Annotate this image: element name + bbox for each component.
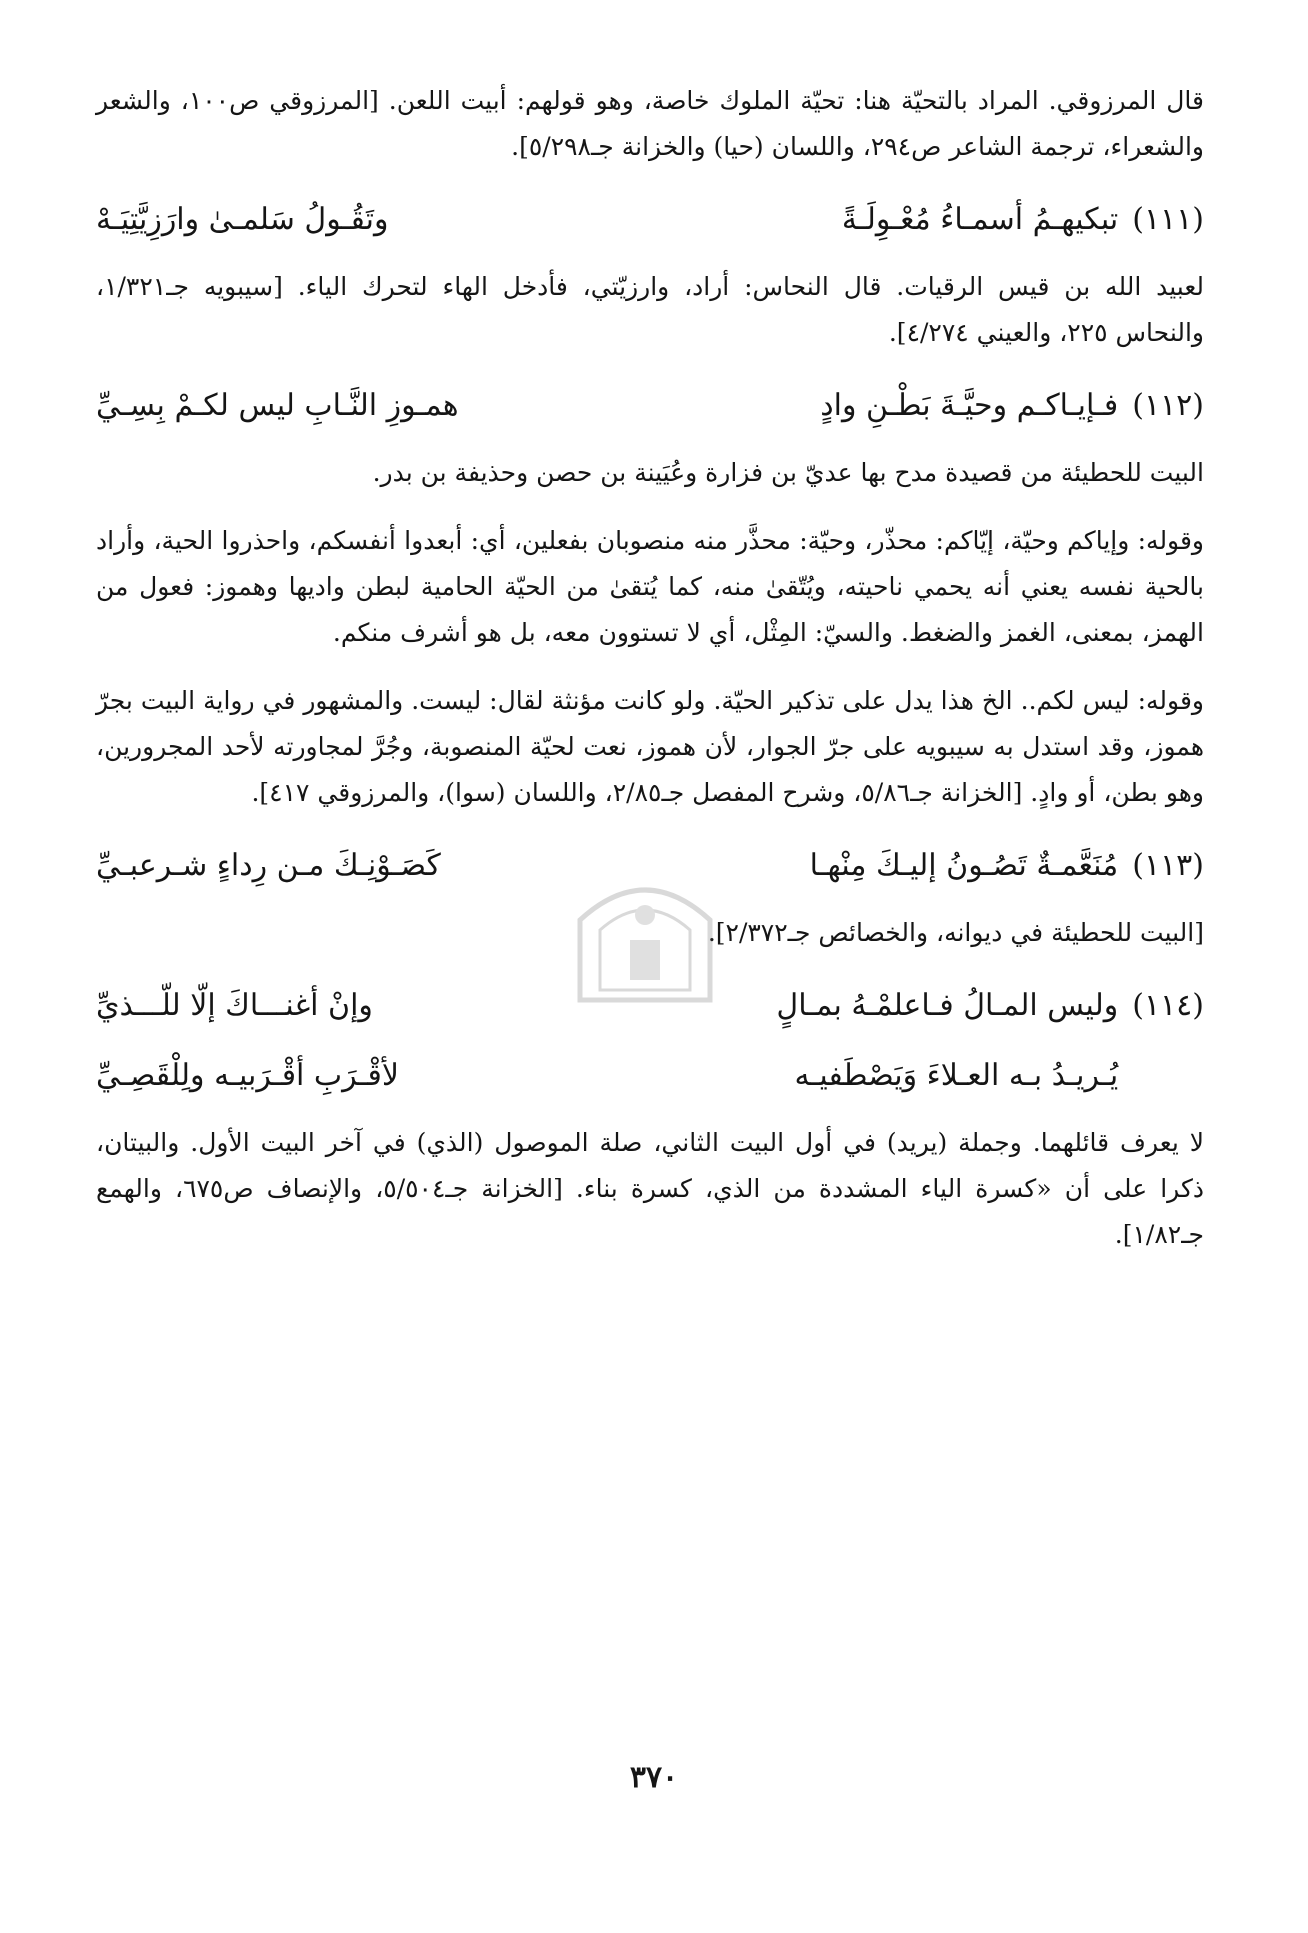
hemistich-first: وليس المـالُ فـاعلمْـهُ بمـالٍ	[776, 988, 1119, 1023]
library-seal-icon	[560, 860, 730, 1010]
verse-number: (١١٢)	[1132, 388, 1204, 423]
hemistich-second: كَصَـوْنِـكَ مـن رِداءٍ شـرعبـيِّ	[96, 848, 441, 883]
commentary-paragraph: لعبيد الله بن قيس الرقيات. قال النحاس: أراد، وارزيّتي، فأدخل الهاء لتحرك الياء. [سيبويه جـ١/٣٢١، والنحاس ٢٢٥، والعيني ٤/٢٧٤].	[96, 272, 1204, 347]
verse-111	[96, 194, 1204, 246]
intro-paragraph: قال المرزوقي. المراد بالتحيّة هنا: تحيّة الملوك خاصة، وهو قولهم: أبيت اللعن. [المرزوقي ص١٠٠، والشعر والشعراء، ترجمة الشاعر ص٢٩٤، واللسان (حيا) والخزانة جـ٥/٢٩٨].	[96, 86, 1204, 161]
hemistich-second: وإنْ أغنـــاكَ إلّا للّـــذيِّ	[96, 988, 373, 1023]
commentary-paragraph: لا يعرف قائلهما. وجملة (يريد) في أول البيت الثاني، صلة الموصول (الذي) في آخر البيت الأول. والبيتان، ذكرا على أن «كسرة الياء المشددة من الذي، كسرة بناء. [الخزانة جـ٥/٥٠٤، والإنصاف ص٦٧٥، والهمع جـ١/٨٢].	[96, 1128, 1204, 1249]
page-number: ٣٧٠	[629, 1760, 679, 1795]
hemistich-third: يُـريـدُ بـه العـلاءَ وَيَصْطَفيـه	[794, 1058, 1119, 1093]
page-body	[96, 78, 1204, 1258]
verse-112	[96, 380, 1204, 432]
hemistich-first: تبكيهـمُ أسمـاءُ مُعْـوِلَـةً	[841, 202, 1119, 237]
verse-number: (١١٤)	[1132, 988, 1204, 1023]
commentary-paragraph: وقوله: وإياكم وحيّة، إيّاكم: محذّر، وحيّة: محذَّر منه منصوبان بفعلين، أي: أبعدوا أنفسكم، واحذروا الحية، وأراد بالحية نفسه يعني أنه يحمي ناحيته، ويُتّقىٰ منه، كما يُتقىٰ من الحيّة الحامية لبطن واديها وهموز: فعول من الهمز، بمعنى، الغمز والضغط. والسيّ: المِثْل، أي لا تستوون معه، بل هو أشرف منكم.	[96, 526, 1204, 647]
hemistich-first: فـإيـاكـم وحيَّـةَ بَطْـنِ وادٍ	[820, 388, 1119, 423]
commentary-paragraph: البيت للحطيئة من قصيدة مدح بها عديّ بن فزارة وعُيَينة بن حصن وحذيفة بن بدر.	[372, 458, 1204, 487]
hemistich-fourth: لأقْـرَبِ أقْـرَبيـه ولِلْقَصِـيِّ	[96, 1058, 399, 1093]
verse-114-second-line	[96, 1050, 1204, 1102]
commentary-paragraph: [البيت للحطيئة في ديوانه، والخصائص جـ٢/٣٧٢].	[707, 918, 1204, 947]
commentary-paragraph: وقوله: ليس لكم.. الخ هذا يدل على تذكير الحيّة. ولو كانت مؤنثة لقال: ليست. والمشهور في رواية البيت بجرّ هموز، وقد استدل به سيبويه على جرّ الجوار، لأن هموز، نعت لحيّة المنصوبة، وجُرَّ لمجاورته لأحد المجرورين، وهو بطن، أو وادٍ. [الخزانة جـ٥/٨٦، وشرح المفصل جـ٢/٨٥، واللسان (سوا)، والمرزوقي ٤١٧].	[96, 686, 1204, 807]
verse-number: (١١٣)	[1132, 848, 1204, 883]
verse-number: (١١١)	[1132, 202, 1204, 237]
hemistich-first: مُنَعَّمـةٌ تَصُـونُ إليـكَ مِنْهـا	[809, 848, 1119, 883]
hemistich-second: وتَقُـولُ سَلمـىٰ وارَزِيَّتِيَـهْ	[96, 202, 389, 237]
hemistich-second: همـوزِ النَّـابِ ليس لكـمْ بِسِـيِّ	[96, 388, 459, 423]
